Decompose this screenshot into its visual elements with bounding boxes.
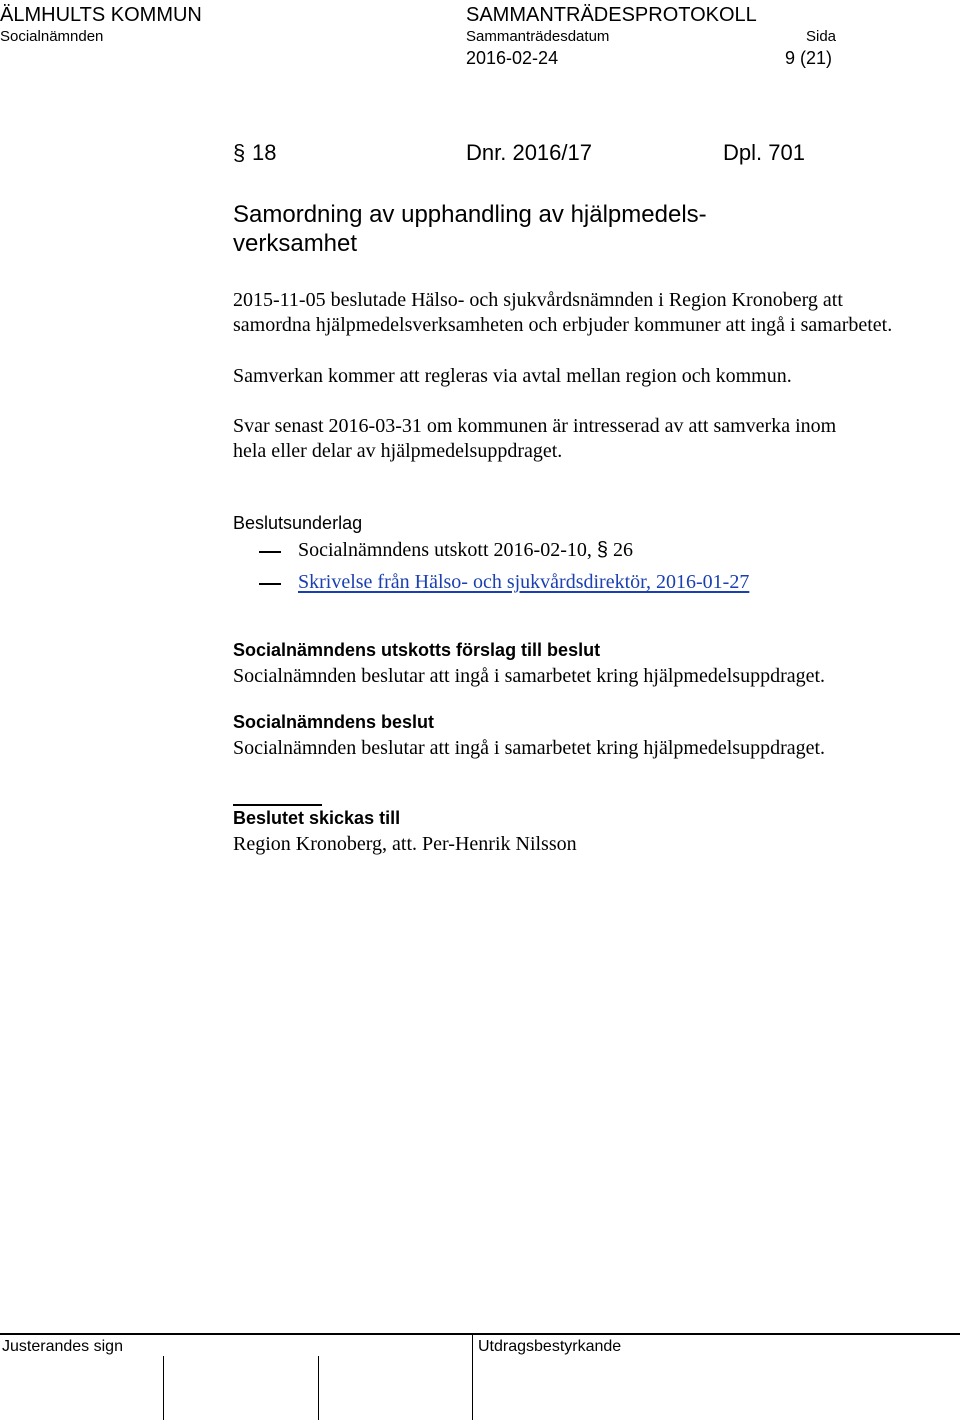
underlag-item-1 bbox=[298, 538, 633, 563]
underlag-heading: Beslutsunderlag bbox=[233, 513, 363, 533]
footer-utdragsbestyrkande: Utdragsbestyrkande bbox=[478, 1338, 622, 1355]
forslag-heading: Socialnämndens utskotts förslag till beslut bbox=[233, 640, 601, 660]
underlag-item-1-text-a: Socialnämndens utskott 2016-02-10, bbox=[298, 539, 597, 561]
title-line-2: verksamhet bbox=[233, 230, 358, 257]
title-line-1: Samordning av upphandling av hjälpmedels- bbox=[233, 201, 707, 228]
page-number: 9 (21) bbox=[785, 48, 833, 68]
dpl: Dpl. 701 bbox=[723, 140, 805, 165]
beslut-heading: Socialnämndens beslut bbox=[233, 712, 435, 732]
page-label: Sida bbox=[806, 28, 837, 45]
bullet-dash bbox=[259, 583, 281, 585]
separator-rule bbox=[233, 804, 322, 806]
beslut-text: Socialnämnden beslutar att ingå i samarbetet kring hjälpmedelsuppdraget. bbox=[233, 737, 826, 759]
municipality-name: ÄLMHULTS KOMMUN bbox=[0, 4, 202, 26]
forslag-text: Socialnämnden beslutar att ingå i samarbetet kring hjälpmedelsuppdraget. bbox=[233, 665, 826, 687]
signature-box-divider bbox=[318, 1356, 319, 1420]
skrivelse-link[interactable]: Skrivelse från Hälso- och sjukvårdsdirektör, 2016-01-27 bbox=[298, 571, 750, 593]
protocol-title: SAMMANTRÄDESPROTOKOLL bbox=[466, 4, 757, 26]
skickas-heading: Beslutet skickas till bbox=[233, 808, 401, 828]
signature-box-divider bbox=[472, 1333, 473, 1420]
body-paragraph-2: Samverkan kommer att regleras via avtal mellan region och kommun. bbox=[233, 365, 792, 387]
skickas-text: Region Kronoberg, att. Per-Henrik Nilsson bbox=[233, 833, 577, 855]
body-paragraph-3: Svar senast 2016-03-31 om kommunen är intresserad av att samverka inom hela eller delar av hjälpmedelsuppdraget. bbox=[233, 415, 837, 462]
paragraph-number: 18 bbox=[252, 140, 277, 165]
page-title bbox=[233, 200, 933, 258]
bullet-dash bbox=[259, 551, 281, 553]
paragraph-symbol: § bbox=[233, 140, 246, 165]
footer-justerandes-sign: Justerandes sign bbox=[2, 1338, 123, 1355]
footer-top-rule bbox=[0, 1333, 960, 1335]
dnr: Dnr. 2016/17 bbox=[466, 140, 592, 165]
meeting-date: 2016-02-24 bbox=[466, 48, 559, 68]
underlag-item-1-symbol: § bbox=[596, 539, 608, 561]
signature-box-divider bbox=[163, 1356, 164, 1420]
committee-name: Socialnämnden bbox=[0, 28, 104, 45]
underlag-item-1-text-b: 26 bbox=[607, 539, 633, 561]
meeting-date-label: Sammanträdesdatum bbox=[466, 28, 610, 45]
body-paragraph-1: 2015-11-05 beslutade Hälso- och sjukvårdsnämnden i Region Kronoberg att samordna hjälpmedelsverksamheten och erbjuder kommuner att ingå i samarbetet. bbox=[233, 289, 893, 336]
